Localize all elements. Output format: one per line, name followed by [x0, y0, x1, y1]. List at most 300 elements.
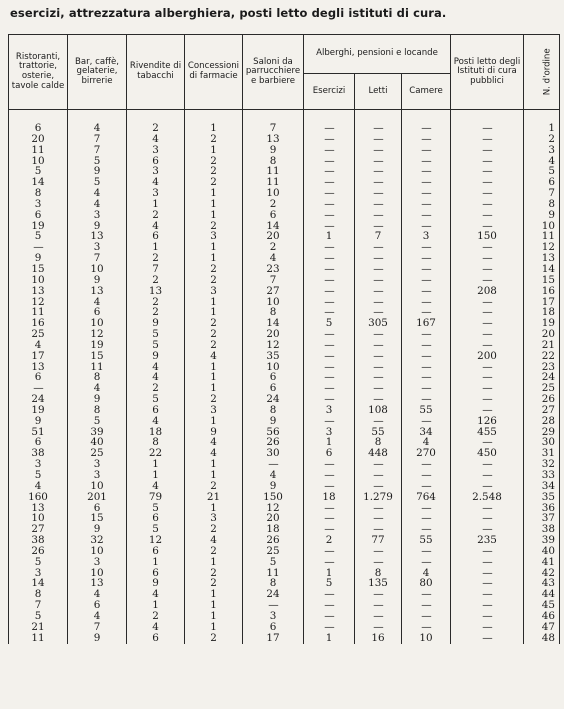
table-cell: — [355, 188, 402, 199]
table-cell: 46 [524, 611, 560, 622]
table-cell: 4 [68, 123, 127, 134]
table-cell: — [355, 481, 402, 492]
table-cell: — [304, 383, 355, 394]
table-cell: 6 [9, 123, 68, 134]
table-row [9, 600, 560, 611]
table-cell: 19 [9, 405, 68, 416]
table-cell: 2 [127, 307, 185, 318]
table-cell: 5 [304, 318, 355, 329]
table-cell: 150 [451, 231, 524, 242]
table-cell: 108 [355, 405, 402, 416]
table-cell: 33 [524, 470, 560, 481]
table-cell: 6 [243, 383, 304, 394]
table-cell: — [304, 210, 355, 221]
table-cell: 14 [9, 177, 68, 188]
table-cell: — [451, 253, 524, 264]
table-cell: — [355, 329, 402, 340]
table-cell: 25 [9, 329, 68, 340]
table-cell: 160 [9, 492, 68, 503]
table-cell: — [451, 589, 524, 600]
table-cell: 1 [304, 633, 355, 644]
table-cell: 8 [68, 405, 127, 416]
table-caption: esercizi, attrezzatura alberghiera, posti letto degli istituti di cura. [10, 6, 447, 20]
table-cell: 5 [9, 231, 68, 242]
table-cell: 2 [127, 383, 185, 394]
table-cell: — [451, 177, 524, 188]
table-cell: 6 [9, 437, 68, 448]
table-cell: 9 [9, 416, 68, 427]
table-cell: 26 [243, 535, 304, 546]
table-cell: — [402, 340, 451, 351]
table-cell: 14 [524, 264, 560, 275]
table-cell: 13 [9, 503, 68, 514]
table-cell: 6 [127, 156, 185, 167]
table-cell: 27 [524, 405, 560, 416]
table-cell: 448 [355, 448, 402, 459]
table-cell: 4 [243, 470, 304, 481]
table-cell: 7 [355, 231, 402, 242]
table-cell: 22 [524, 351, 560, 362]
table-cell: 16 [355, 633, 402, 644]
table-cell: 3 [243, 611, 304, 622]
table-cell: 3 [68, 557, 127, 568]
table-cell: 10 [243, 362, 304, 373]
table-cell: 20 [243, 231, 304, 242]
header-hair-salons: Saloni da parrucchiere e barbiere [243, 35, 304, 110]
table-row [9, 286, 560, 297]
table-cell: 455 [451, 427, 524, 438]
table-cell: — [355, 394, 402, 405]
table-cell: 1 [304, 568, 355, 579]
table-row [9, 372, 560, 383]
table-cell: 305 [355, 318, 402, 329]
table-cell: 4 [185, 535, 243, 546]
table-cell: 5 [127, 524, 185, 535]
table-cell: 10 [402, 633, 451, 644]
table-cell: — [355, 242, 402, 253]
table-cell: — [304, 329, 355, 340]
table-cell: — [402, 210, 451, 221]
table-cell: 2 [185, 134, 243, 145]
table-cell: — [304, 470, 355, 481]
table-cell: 7 [243, 123, 304, 134]
table-cell: 1 [185, 557, 243, 568]
table-cell: 1 [185, 383, 243, 394]
table-cell: 5 [304, 578, 355, 589]
table-cell: — [451, 166, 524, 177]
table-cell: — [451, 622, 524, 633]
table-cell: 38 [9, 535, 68, 546]
table-cell: 3 [68, 459, 127, 470]
table-cell: 25 [68, 448, 127, 459]
table-cell: 15 [9, 264, 68, 275]
table-row [9, 383, 560, 394]
table-row [9, 123, 560, 134]
table-cell: — [355, 611, 402, 622]
table-cell: — [451, 546, 524, 557]
table-cell: 9 [127, 351, 185, 362]
table-cell: — [402, 546, 451, 557]
table-cell: 1 [185, 372, 243, 383]
table-cell: — [402, 589, 451, 600]
table-cell: — [402, 524, 451, 535]
table-cell: 5 [127, 340, 185, 351]
table-cell: — [355, 362, 402, 373]
table-cell: — [402, 481, 451, 492]
table-cell: 1 [185, 123, 243, 134]
table-cell: — [451, 275, 524, 286]
table-cell: 18 [127, 427, 185, 438]
table-cell: 8 [355, 568, 402, 579]
table-cell: 9 [68, 275, 127, 286]
table-cell: 200 [451, 351, 524, 362]
table-cell: 14 [9, 578, 68, 589]
table-cell: 1 [185, 210, 243, 221]
table-row [9, 448, 560, 459]
table-row [9, 231, 560, 242]
table-cell: 10 [243, 297, 304, 308]
table-cell: — [304, 394, 355, 405]
table-cell: 1 [185, 600, 243, 611]
table-cell: 8 [243, 578, 304, 589]
table-row [9, 578, 560, 589]
table-cell: 1 [304, 231, 355, 242]
statistics-table [8, 34, 560, 644]
table-cell: 1 [127, 470, 185, 481]
table-cell: — [451, 481, 524, 492]
table-cell: 2 [243, 199, 304, 210]
table-cell: — [451, 188, 524, 199]
table-cell: 11 [243, 568, 304, 579]
table-cell: — [355, 622, 402, 633]
table-cell: — [402, 145, 451, 156]
table-cell: 40 [68, 437, 127, 448]
table-cell: 4 [127, 622, 185, 633]
table-cell: — [451, 340, 524, 351]
table-cell: 11 [68, 362, 127, 373]
table-cell: 2 [185, 177, 243, 188]
table-row [9, 611, 560, 622]
table-cell: 3 [68, 470, 127, 481]
table-cell: — [304, 275, 355, 286]
table-cell: 6 [127, 546, 185, 557]
table-cell: 15 [68, 351, 127, 362]
table-cell: 7 [243, 275, 304, 286]
table-cell: — [304, 307, 355, 318]
header-bars: Bar, caffè, gelaterie, birrerie [68, 35, 127, 110]
table-cell: 5 [524, 166, 560, 177]
table-cell: — [304, 242, 355, 253]
table-cell: — [402, 275, 451, 286]
table-cell: 12 [9, 297, 68, 308]
table-cell: — [304, 253, 355, 264]
table-cell: — [304, 524, 355, 535]
table-cell: — [402, 264, 451, 275]
table-cell: — [451, 600, 524, 611]
table-cell: — [243, 600, 304, 611]
table-cell: 8 [127, 437, 185, 448]
table-cell: 20 [524, 329, 560, 340]
table-cell: — [304, 156, 355, 167]
table-row [9, 394, 560, 405]
table-cell: 8 [243, 405, 304, 416]
table-row [9, 633, 560, 644]
table-cell: 10 [243, 188, 304, 199]
table-cell: — [451, 318, 524, 329]
table-cell: 1 [185, 459, 243, 470]
table-cell: 15 [68, 513, 127, 524]
table-cell: — [402, 600, 451, 611]
table-cell: 8 [243, 156, 304, 167]
table-cell: — [355, 524, 402, 535]
table-cell: 9 [243, 145, 304, 156]
table-row [9, 492, 560, 503]
table-cell: 6 [243, 372, 304, 383]
table-cell: 2 [185, 156, 243, 167]
table-cell: 6 [243, 622, 304, 633]
table-cell: 9 [524, 210, 560, 221]
table-cell: 45 [524, 600, 560, 611]
table-cell: 14 [243, 221, 304, 232]
table-cell: — [451, 221, 524, 232]
table-cell: 4 [185, 437, 243, 448]
table-cell: — [402, 416, 451, 427]
table-cell: — [402, 242, 451, 253]
table-cell: 6 [127, 633, 185, 644]
table-cell: 2 [185, 166, 243, 177]
table-cell: — [451, 633, 524, 644]
table-cell: 3 [9, 459, 68, 470]
table-cell: — [451, 437, 524, 448]
table-cell: — [451, 145, 524, 156]
table-cell: 9 [243, 481, 304, 492]
table-cell: 6 [127, 568, 185, 579]
table-cell: — [402, 286, 451, 297]
table-cell: 2 [185, 568, 243, 579]
table-cell: — [402, 470, 451, 481]
table-cell: 24 [243, 589, 304, 600]
table-cell: 4 [524, 156, 560, 167]
table-cell: — [243, 459, 304, 470]
table-cell: 5 [68, 416, 127, 427]
table-cell: — [355, 589, 402, 600]
table-cell: 13 [9, 286, 68, 297]
table-cell: 1 [304, 437, 355, 448]
table-cell: 6 [127, 231, 185, 242]
table-cell: 11 [9, 145, 68, 156]
table-cell: 3 [304, 405, 355, 416]
table-cell: 1 [127, 600, 185, 611]
table-cell: 4 [127, 416, 185, 427]
table-cell: — [451, 405, 524, 416]
table-cell: 39 [68, 427, 127, 438]
table-cell: 2 [185, 264, 243, 275]
table-cell: 13 [9, 362, 68, 373]
table-cell: 13 [68, 286, 127, 297]
table-cell: 1 [185, 416, 243, 427]
table-cell: 30 [524, 437, 560, 448]
table-cell: — [402, 166, 451, 177]
table-cell: — [402, 394, 451, 405]
table-cell: 2 [185, 275, 243, 286]
table-cell: 4 [68, 188, 127, 199]
table-cell: 167 [402, 318, 451, 329]
table-row [9, 622, 560, 633]
table-cell: — [451, 568, 524, 579]
table-cell: 43 [524, 578, 560, 589]
header-order-number [524, 35, 560, 110]
table-cell: 12 [127, 535, 185, 546]
table-cell: 201 [68, 492, 127, 503]
table-row [9, 351, 560, 362]
table-cell: 4 [68, 611, 127, 622]
table-cell: 3 [524, 145, 560, 156]
table-row [9, 145, 560, 156]
table-cell: — [355, 513, 402, 524]
table-cell: — [304, 145, 355, 156]
table-cell: 35 [243, 351, 304, 362]
table-cell: 20 [243, 329, 304, 340]
table-cell: — [355, 145, 402, 156]
table-cell: 2 [127, 123, 185, 134]
header-tobacco-shops: Rivendite di tabacchi [127, 35, 185, 110]
table-cell: — [402, 177, 451, 188]
table-cell: 7 [68, 253, 127, 264]
table-cell: — [402, 622, 451, 633]
table-cell: — [304, 546, 355, 557]
table-cell: 1 [127, 242, 185, 253]
header-restaurants: Ristoranti, trattorie, osterie, tavole calde [9, 35, 68, 110]
table-cell: 2 [185, 524, 243, 535]
table-cell: — [304, 340, 355, 351]
table-cell: 7 [68, 134, 127, 145]
table-cell: — [355, 253, 402, 264]
table-cell: 39 [524, 535, 560, 546]
header-hotels-group: Alberghi, pensioni e locande [304, 35, 451, 74]
table-cell: — [402, 372, 451, 383]
table-cell: — [355, 166, 402, 177]
table-cell: — [355, 210, 402, 221]
table-cell: 9 [68, 221, 127, 232]
table-cell: 44 [524, 589, 560, 600]
table-cell: 6 [524, 177, 560, 188]
table-cell: 80 [402, 578, 451, 589]
table-cell: 3 [68, 210, 127, 221]
table-cell: 19 [68, 340, 127, 351]
table-cell: 4 [127, 362, 185, 373]
table-cell: 6 [127, 513, 185, 524]
table-cell: 18 [304, 492, 355, 503]
table-cell: 17 [524, 297, 560, 308]
table-cell: 4 [243, 253, 304, 264]
table-cell: — [402, 253, 451, 264]
table-cell: 25 [524, 383, 560, 394]
table-cell: — [304, 199, 355, 210]
table-cell: 16 [524, 286, 560, 297]
table-cell: — [402, 156, 451, 167]
table-cell: — [402, 362, 451, 373]
table-cell: — [304, 589, 355, 600]
table-cell: 5 [127, 394, 185, 405]
table-cell: — [402, 307, 451, 318]
table-cell: 30 [243, 448, 304, 459]
table-cell: 8 [243, 307, 304, 318]
table-cell: — [304, 481, 355, 492]
table-cell: — [451, 524, 524, 535]
table-cell: — [402, 351, 451, 362]
table-cell: — [451, 156, 524, 167]
table-row [9, 210, 560, 221]
table-cell: — [304, 264, 355, 275]
table-cell: 10 [68, 318, 127, 329]
table-cell: 9 [243, 416, 304, 427]
table-cell: 2 [127, 611, 185, 622]
table-cell: 3 [127, 166, 185, 177]
table-cell: 5 [127, 503, 185, 514]
table-cell: 2 [127, 275, 185, 286]
table-cell: 1 [127, 199, 185, 210]
table-cell: 42 [524, 568, 560, 579]
table-cell: — [304, 351, 355, 362]
table-cell: 6 [127, 405, 185, 416]
table-cell: 11 [243, 166, 304, 177]
table-cell: — [451, 394, 524, 405]
table-cell: 79 [127, 492, 185, 503]
table-cell: — [304, 416, 355, 427]
table-row [9, 156, 560, 167]
table-cell: — [451, 264, 524, 275]
table-cell: 38 [524, 524, 560, 535]
table-cell: 7 [127, 264, 185, 275]
table-cell: 9 [68, 633, 127, 644]
table-cell: 2 [185, 481, 243, 492]
table-cell: 32 [68, 535, 127, 546]
table-cell: — [402, 513, 451, 524]
table-cell: 1 [185, 242, 243, 253]
table-cell: 235 [451, 535, 524, 546]
table-cell: 10 [68, 481, 127, 492]
table-cell: 18 [243, 524, 304, 535]
table-row [9, 546, 560, 557]
table-cell: 11 [9, 633, 68, 644]
table-cell: — [355, 459, 402, 470]
table-cell: — [451, 470, 524, 481]
table-cell: 55 [355, 427, 402, 438]
table-cell: 7 [68, 622, 127, 633]
table-cell: — [355, 383, 402, 394]
table-cell: 7 [68, 145, 127, 156]
table-cell: 4 [127, 221, 185, 232]
table-cell: 12 [524, 242, 560, 253]
table-cell: 3 [304, 427, 355, 438]
table-cell: — [451, 503, 524, 514]
table-cell: 35 [524, 492, 560, 503]
table-cell: 2 [185, 633, 243, 644]
table-cell: 17 [243, 633, 304, 644]
table-cell: — [304, 221, 355, 232]
table-cell: 1 [185, 622, 243, 633]
table-cell: 9 [68, 524, 127, 535]
table-cell: 4 [127, 134, 185, 145]
table-cell: 6 [68, 600, 127, 611]
table-cell: — [304, 177, 355, 188]
table-cell: — [355, 264, 402, 275]
table-cell: — [304, 297, 355, 308]
table-cell: 8 [524, 199, 560, 210]
table-cell: — [451, 210, 524, 221]
table-cell: — [355, 416, 402, 427]
table-cell: — [304, 513, 355, 524]
